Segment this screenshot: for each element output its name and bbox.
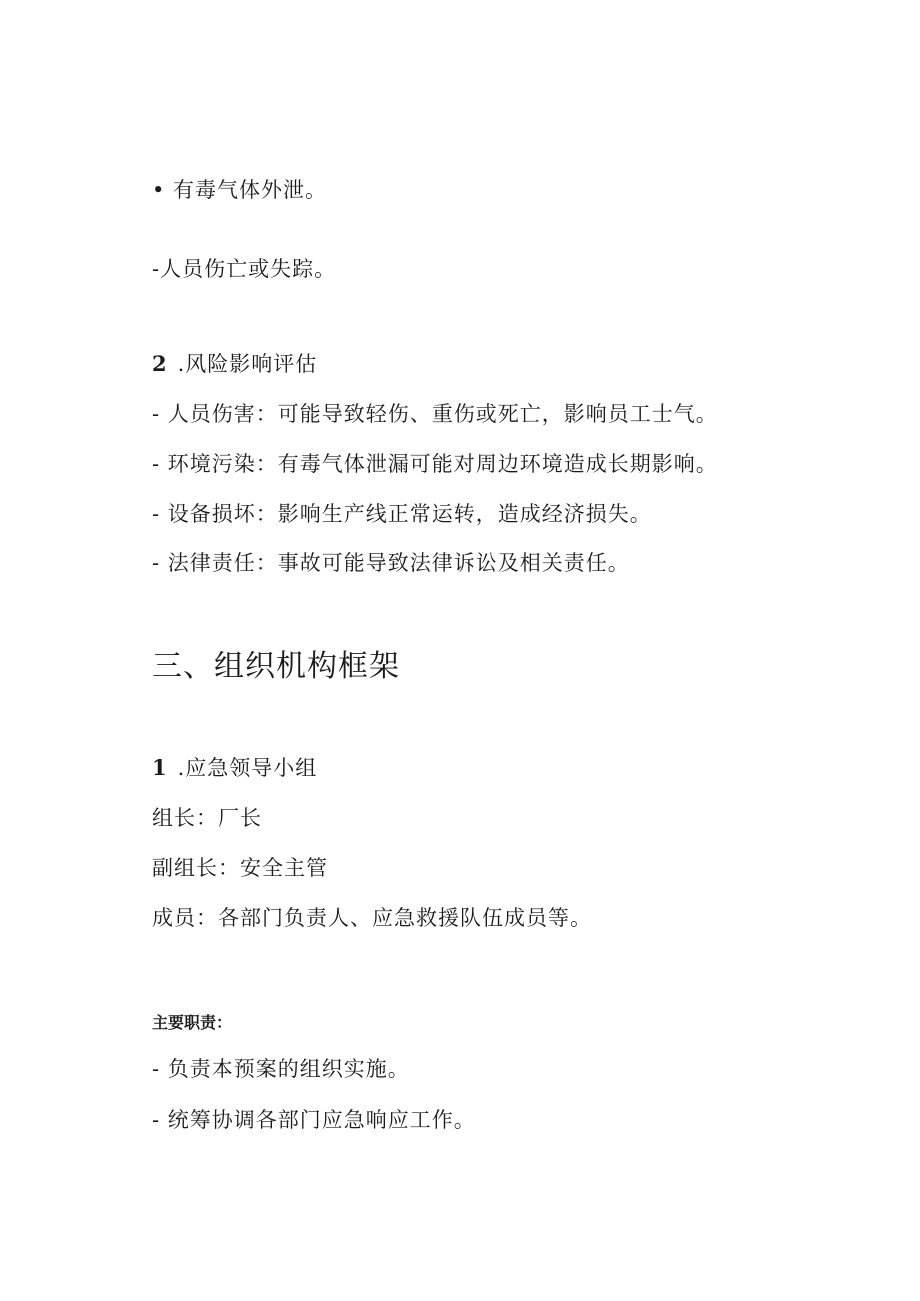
list-item-equipment-damage: - 设备损坏：影响生产线正常运转，造成经济损失。: [152, 502, 652, 526]
section-heading-risk-impact: [152, 349, 317, 379]
text-deputy-leader: 副组长：安全主管: [152, 856, 328, 880]
list-item-legal-liability: - 法律责任：事故可能导致法律诉讼及相关责任。: [152, 551, 630, 575]
list-item-duty-1: - 负责本预案的组织实施。: [152, 1057, 410, 1081]
bullet-item-toxic-gas: • 有毒气体外泄。: [152, 178, 328, 202]
text-members: 成员：各部门负责人、应急救援队伍成员等。: [152, 906, 592, 930]
section-number: 2: [152, 351, 168, 376]
section-title: .应急领导小组: [177, 756, 318, 780]
list-item-environment-pollution: - 环境污染：有毒气体泄漏可能对周边环境造成长期影响。: [152, 452, 718, 476]
text-leader: 组长：厂长: [152, 806, 262, 830]
list-item-duty-2: - 统筹协调各部门应急响应工作。: [152, 1108, 476, 1132]
chapter-heading-organization: 三、组织机构框架: [152, 649, 400, 684]
section-title: .风险影响评估: [177, 352, 318, 376]
section-heading-leadership-group: [152, 753, 317, 783]
section-number: 1: [152, 755, 168, 780]
list-item-casualty: -人员伤亡或失踪。: [152, 257, 337, 281]
label-main-duties: 主要职责：: [152, 1013, 233, 1032]
list-item-personnel-injury: - 人员伤害：可能导致轻伤、重伤或死亡，影响员工士气。: [152, 402, 718, 426]
